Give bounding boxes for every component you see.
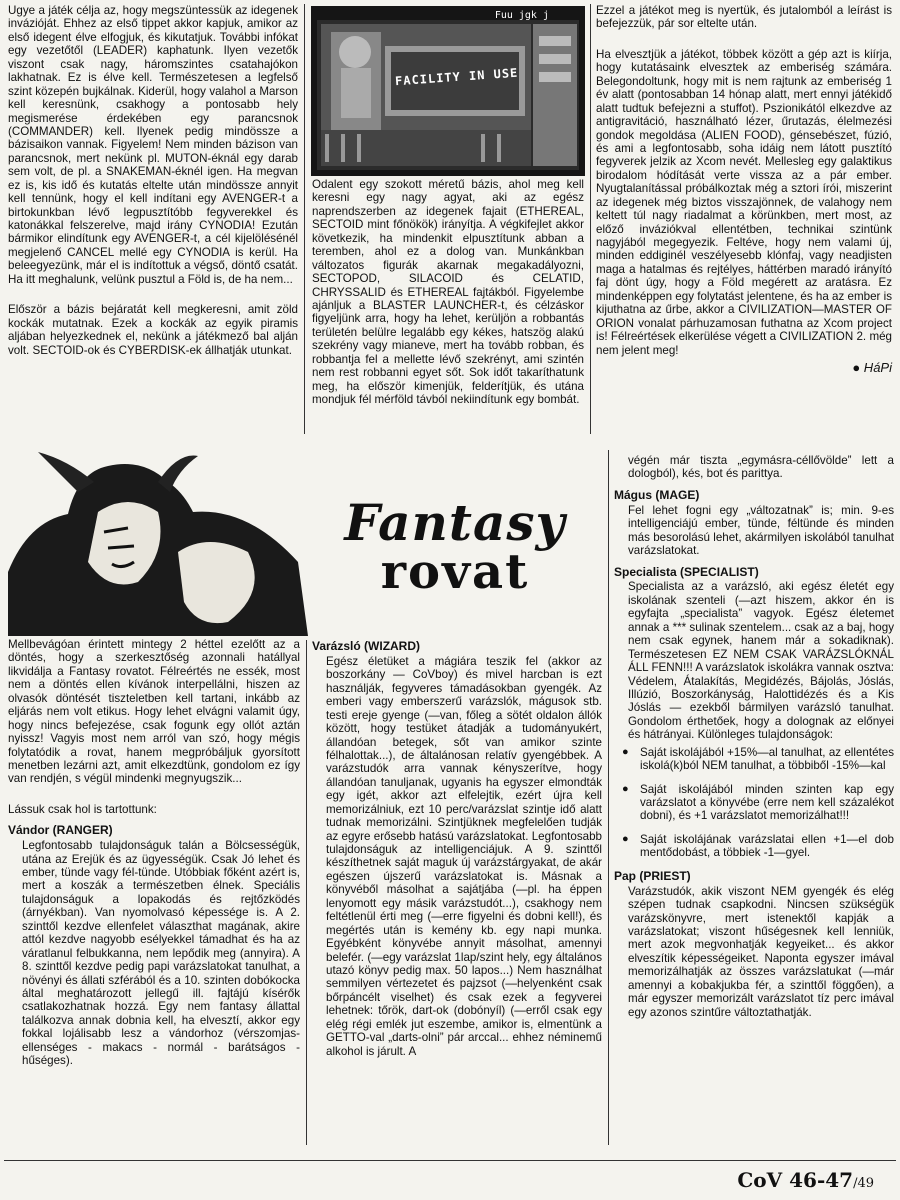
page-number: /49	[853, 1176, 874, 1191]
fantasy-column-3	[614, 454, 894, 1022]
magazine-issue: CoV 46-47	[737, 1168, 854, 1192]
heading-wizard: Varázsló (WIZARD)	[312, 639, 421, 653]
heading-specialist: Specialista (SPECIALIST)	[614, 564, 759, 579]
page-footer	[737, 1168, 874, 1192]
specialist-traits-list	[614, 746, 894, 860]
footer-rule	[4, 1160, 896, 1161]
game-screenshot	[311, 6, 585, 176]
article-column-2	[312, 178, 584, 409]
viking-illustration	[8, 452, 308, 636]
heading-ranger: Vándor (RANGER)	[8, 823, 113, 838]
fantasy-column-2	[312, 640, 602, 1061]
list-item: ● Saját iskolájából +15%—al tanulhat, az ellentétes iskolá(k)ból NEM tanulhat, a többiből -15%—kal	[614, 746, 894, 773]
article-column-3	[596, 4, 892, 375]
article-column-1	[8, 4, 298, 360]
paragraph: Mellbevágóan érintett mintegy 2 héttel ezelőtt az a döntés, hogy a szerkesztőség azonnali hatállyal likvidálja a Fantasy rovatot. Félreértés ne essék, most nem a döntés ellen kívánok interpellálni, hiszen az olvasók döntését tiszteletben kell tartani, inkább az eljárás nem volt etikus. Hogy lehet elvágni valamit úgy, hogy nincs befejezése, csak fogunk egy ollót aztán nyissz! Vagyis most nem arról van szó, hogy mégis folytatódik a rovat, hanem megpróbáljuk gyorsított menetben lezárni azt, amit elkezdtünk, gondolom ez így van rendjén, s végül mindenki megnyugszik...	[8, 638, 300, 786]
banner-subtitle: rovat	[380, 544, 530, 600]
column-rule-top-left	[304, 4, 305, 434]
paragraph: Legfontosabb tulajdonságuk talán a Bölcsességük, utána az Erejük és az ügyességük. Csak Jó lehet és ember, tünde vagy fél-tünde. Utóbbiak főként azért is, mert a koszák a természetben élnek. Speciális tulajdonságuk a lopakodás és rejtőzködés (árnyékban). Van nyomolvasó képessége is. A 2. szinttől kezdve ellenfelet választhat magának, akire attól kezdve nagyobb esélyekkel támadhat és ha az váratlanul felbukkanna, nem lepődik meg (annyira). A 8. szinttől kezdve pedig papi varázslatokat tanulhat, a növényi és állati szférából és a 10. szinten dobókocka által meghatározott jellegű ill. fajtájú kísérők csatlakozhatnak hozzá. Egy nem fantasy állattal találkozva annak dobnia kell, ha elvesztí, akkor egy fokkal lojálisabb lesz a vándorhoz (vérszomjas-ellenséges - makacs - normál - barátságos - hűséges).	[22, 839, 300, 1068]
heading-mage: Mágus (MAGE)	[614, 487, 700, 502]
heading-priest: Pap (PRIEST)	[614, 868, 691, 883]
paragraph: Ezzel a játékot meg is nyertük, és jutalomból a leírást is befejezzük, pár sor eltelte után.	[596, 4, 892, 31]
paragraph: Fel lehet fogni egy „változatnak” is; min. 9-es intelligenciájú ember, tünde, féltünde és minden más besorolású lehet, akármilyen iskolából tanulhat varázslatokat.	[628, 503, 894, 558]
paragraph: Specialista az a varázsló, aki egész életét egy iskolának szenteli (—azt hiszem, akkor én is egyfajta „specialista” vagyok. Egész életemet annak a *** sulinak szentelem... csak az a baj, hogy nem csak egynek, hanem már a sokadiknak). Természetesen EZ NEM CSAK VARÁZSLÓKNÁL ÁLL FENN!!! A varázslatok iskolákra vannak osztva: Védelem, Átalakítás, Megidézés, Bájolás, Jóslás, Illúzió, Boszorkányság, Halottidézés és a Kis Jóslás — ezekből bármilyen varázsló tanulhat. Gondolom érthetőek, hogy a dolognak az előnyei és hátrányai. Különleges tulajdonságok:	[628, 580, 894, 742]
paragraph: végén már tiszta „egymásra-céllővölde” lett a dologból), kés, bot és parittya.	[628, 454, 894, 481]
author-signature: ● HáPi	[852, 359, 892, 375]
paragraph: Lássuk csak hol is tartottunk:	[8, 802, 157, 816]
viking-art	[8, 452, 308, 636]
column-rule-bottom-left	[306, 640, 307, 1145]
screenshot-label: Fuu jgk j	[494, 10, 549, 21]
paragraph: Először a bázis bejáratát kell megkeresni, amit zöld kockák mutatnak. Ezek a kockák az egyik piramis aljában helyezkednek el, nekünk a játékmező bal alján volt. SECTOID-ok és CYBERDISK-ek állhatják utunkat.	[8, 303, 298, 357]
fantasy-column-1	[8, 638, 300, 1071]
banner-title: Fantasy	[344, 493, 566, 552]
paragraph: Ugye a játék célja az, hogy megszüntessük az idegenek invázióját. Ehhez az első tippet akkor kapjuk, amikor az első idegent élve elfogjuk, és kikutatjuk. További infókat egy vezetőtől (LEADER) kaphatunk. Ilyen vezetők viszont csak nagy, háromszintes csatahajókon lakhatnak. Ez is élve kell. Természetesen a legfelső szint közepén bujkálnak. Kiderül, hogy valahol a Marson kell keresnünk, csakhogy a pontosabb hely megismerése érdekében egy parancsnok (COMMANDER) kell. Ilyenek pedig mindössze a bázisaikon vannak. Figyelem! Nem minden bázison van parancsnok, mert nekünk pl. MUTON-éknál egy darab sem volt, de pl. a SNAKEMAN-éknél igen. Ha megvan ez is, kis idő és kutatás eltelte után mindössze annyit kell tennünk, hogy el kell indítani egy AVENGER-t a birtokunkban lévő legpusztítóbb fegyverekkel és katonákkal felszerelve, majd irány CYNODIA! Ezután bármikor elindítunk egy AVENGER-t, a cél kijelölésénél megjelenő CANCEL mellé egy CYNODIA is kerül. Ha beleegyezünk, már el is indítottuk a végső, döntő csatát. Ha itt meghalunk, velünk pusztul a Föld is, de ha nem...	[8, 4, 298, 286]
paragraph: Varázstudók, akik viszont NEM gyengék és elég szépen tudnak csapkodni. Nincsen szükségük varázskönyvre, mert istenektől kapják a varázslatokat; viszont hűségesnek kell lenniük, mert azok megvonhatják kegyeiket... és akkor elveszítik képességeiket. Naponta egyszer imával memorizálhatják az összes varázslatukat (—már amennyi a kobakjukba fér, a szinttől föggően), a már egyszer memorizált varázslatot tíz perc imával egy azonos szintűre változtathatják.	[628, 884, 894, 1019]
game-screenshot-art	[311, 6, 585, 176]
paragraph: Ha elvesztjük a játékot, többek között a gép azt is kiírja, hogy kutatásaink elvesztek az emberiség számára. Belegondoltunk, hogy mit is nem rajtunk az emberiség 1 év alatt (pontosabban 14 hónap alatt, mert ennyi játékidő alatt tudtuk befejezni a stuffot). Pszionikától elkezdve az antigravitáció, használható lézer, űrutazás, élelmezési gondok megoldása (ALIEN FOOD), génsebészet, fúzió, és ami a legfontosabb, soha idáig nem látott pusztító fegyverek jelzik az Xcom nevét. Mellesleg egy galaktikus birodalom hódítását verte vissza az a pár ember. Nyugtalanítással próbálkoztak még a sztori írói, miszerint az idegenek még biztos visszajönnek, de valahogy nem keltett túl nagy riadalmat a körünkben, mert most, az előző inváziókval ellentétben, technikai szintünk nagyjából megegyezik. Feltéve, hogy nem valami új, minden eddiginél veszélyesebb klónfaj, vagy neadjisten maga a hatalmas és rejtélyes, háttérben maradó irányító faj dönt úgy, hogy a Föld megérett az aratásra. Ez mindenképpen egy folytatást jelentene, és ha az ember is kijuthatna az űrbe, akkor a CIVILIZATION—MASTER OF ORION vonalat párhuzamosan futhatna az Xcom project is! Félreértések elkerülése végett a CIVILIZATION 2. még nem jelent meg!	[596, 47, 892, 357]
paragraph: Odalent egy szokott méretű bázis, ahol meg kell keresni egy nagy agyat, aki az egész naprendszerben az idegenek fajait (ETHEREAL, SECTOID mint főnökök) irányítja. A végkifejlet akkor következik, ha mindenkit elpusztítunk abban a teremben, ahol ez a dolog van. Munkánkban változatos figurák akarnak megakadályozni, SECTOPOD, SILACOID és CELATID, CHRYSSALID és ETHEREAL fajtákból. Figyelembe ajánljuk a BLASTER LAUNCHER-t, és célzáskor figyeljünk arra, hogy ha lehet, kerüljön a robbantás területén belülre legalább egy kékes, hatszög alakú szekrény vagy mianeve, mert ha tovább robban, és robbantja fel a mellette lévő szekrényt, ami szintén nem rest robbanni egyet sőt. Sok időt takaríthatunk meg, ha először kimenjük, felderítjük, és utána mondjuk fél mérföld távból nekiindítunk egy bombát.	[312, 178, 584, 406]
list-item: ● Saját iskolájából minden szinten kap egy varázslatot a könyvébe (erre nem kell százalékot dobni), és +1 varázslatot memorizálhat!!!	[614, 783, 894, 823]
column-rule-top-right	[590, 4, 591, 434]
paragraph: Egész életüket a mágiára teszik fel (akkor az boszorkány — CoVboy) és mivel harcban is ezt használják, fegyveres támadásokban gyengék. Az emberi vagy emberszerű varázslók, mágusok stb. testi ereje gyenge (—van, főleg a sötét oldalon állók között, hogy testüket átadják a tudományukért, állandóan betegek, sőt van amikor szinte félhalottak...), de általánosan relatív gyengébbek. A varázstudók arra vannak kényszerítve, hogy állandóan tanuljanak, ugyanis ha egyszer elmondták egy igét, akkor azt elfelejtik, ezért újra kell memorizálniuk, ezt 10 perc/varázslat szintje idő alatt tudnak memorizálni. Szintjüknek megfelelően tudják az egyre erősebb hatású varázslatokat. Legfontosabb tulajdonságuk az intelligenciájuk. A 9. szinttől készíthetnek saját maguk új varázstárgyakat, de akár egészen újszerű varázslatokat is. Másnak a könyvéből másolhat a sajátjába (—pl. ha éppen lenyomott egy másik varázstudót...), csakhogy nem feltétlenül érti meg (—erre figyelni és dobni kell!), és megértés után is kemény kb. egy napi munka. Egyébként könyvébe annyit másolhat, amennyi belefér. (—egy varázslat 1lap/szint hely, egy általános utazó könyv pedig max. 50 lapos...) Nem használhat semmilyen vértezetet és pajzsot (—helyenként csak bőrpáncélt viselhet) és csak ezek a fegyverei lehetnek: tőrök, dart-ok (dobónyíl) (—erről csak egy elég régi emlék jut eszembe, amikor is, elmentünk a GETTO-val „darts-olni” pár arccal... ehhez néminemű alkohol is járult. A	[326, 654, 602, 1058]
screenshot-sign: FACILITY IN USE	[394, 65, 519, 89]
column-rule-bottom-right	[608, 450, 609, 1145]
list-item: ● Saját iskolájának varázslatai ellen +1—el dob mentődobást, a többiek -1—gyel.	[614, 833, 894, 860]
section-banner	[318, 493, 592, 600]
